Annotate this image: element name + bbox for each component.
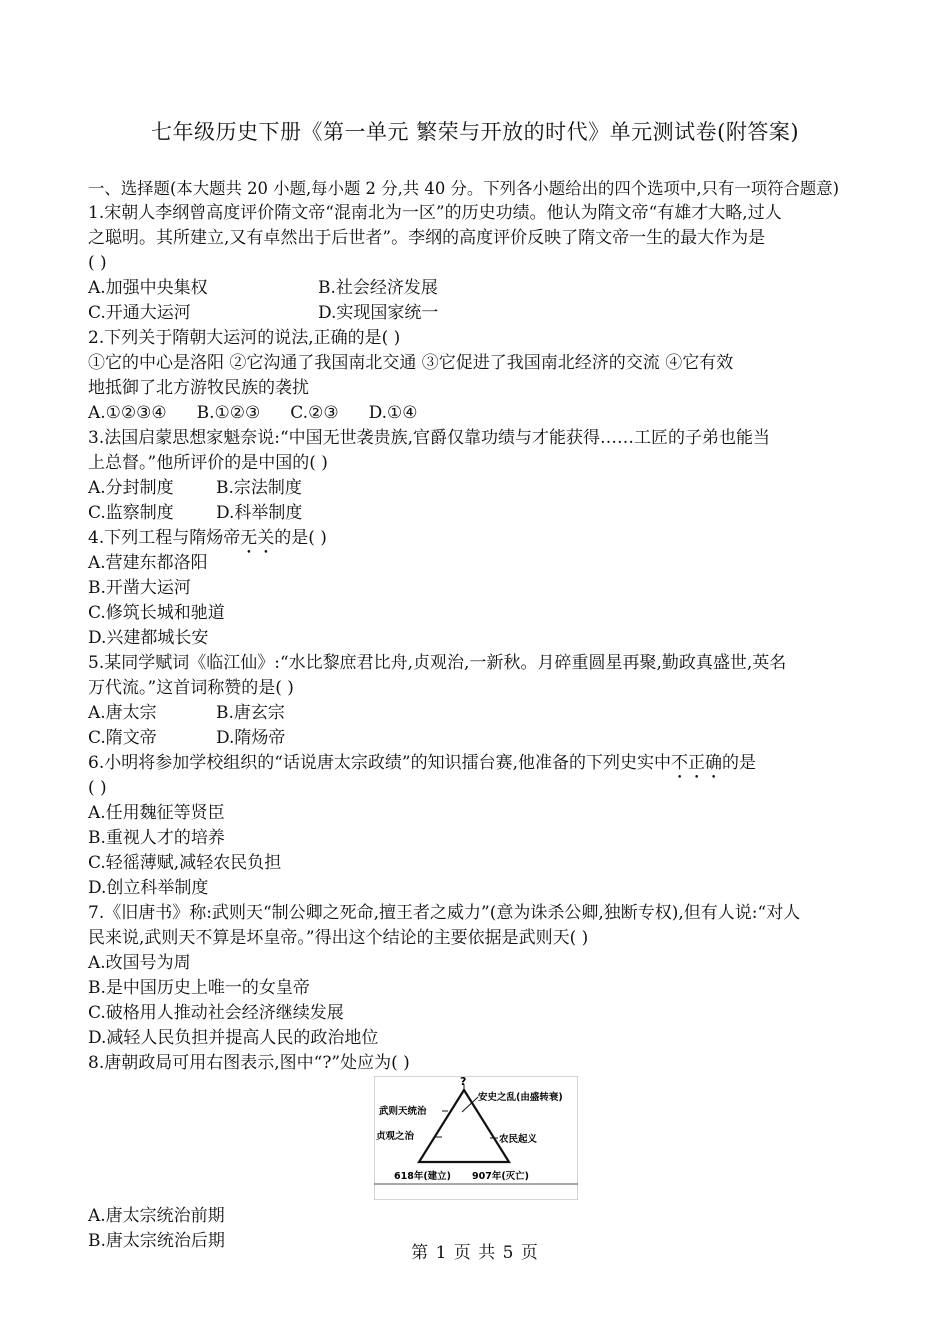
option-c: C.破格用人推动社会经济继续发展	[88, 1003, 344, 1023]
question-1	[88, 201, 868, 326]
question-stem: 上总督。”他所评价的是中国的( )	[88, 453, 328, 473]
option-a: A.改国号为周	[88, 953, 191, 973]
label-618-founded: 618年(建立)	[394, 1171, 452, 1182]
option-a: A.唐太宗统治前期	[88, 1206, 225, 1226]
option-b: B.宗法制度	[216, 478, 302, 498]
question-stem: 民来说,武则天不算是坏皇帝。”得出这个结论的主要依据是武则天( )	[88, 928, 589, 948]
option-b: B.社会经济发展	[318, 278, 438, 298]
emphasis-text: 无关	[240, 528, 275, 548]
option-a: A.分封制度	[88, 478, 174, 498]
question-stem: 万代流。”这首词称赞的是( )	[88, 678, 294, 698]
tang-politics-diagram	[88, 1076, 868, 1204]
option-row	[88, 476, 868, 501]
question-stem: 之聪明。其所建立,又有卓然出于后世者”。李纲的高度评价反映了隋文帝一生的最大作为是	[88, 228, 766, 248]
option-b: B.唐玄宗	[216, 703, 285, 723]
option-row	[88, 276, 868, 301]
option-d: D.兴建都城长安	[88, 628, 209, 648]
label-zhenguan-rule: 贞观之治	[376, 1131, 415, 1142]
document-title: 七年级历史下册《第一单元 繁荣与开放的时代》单元测试卷(附答案)	[150, 120, 800, 144]
statement-list: ①它的中心是洛阳 ②它沟通了我国南北交通 ③它促进了我国南北经济的交流 ④它有效	[88, 353, 734, 373]
option-c: C.轻徭薄赋,减轻农民负担	[88, 853, 282, 873]
question-6	[88, 751, 868, 901]
question-3	[88, 426, 868, 526]
section-heading: 一、选择题(本大题共 20 小题,每小题 2 分,共 40 分。下列各小题给出的四个选项中,只有一项符合题意)	[88, 179, 840, 198]
option-row	[88, 701, 868, 726]
option-a: A.加强中央集权	[88, 278, 208, 298]
question-stem: 7.《旧唐书》称:武则天“制公卿之死命,擅王者之威力”(意为诛杀公卿,独断专权),但有人说:“对人	[88, 903, 801, 923]
statement-list: 地抵御了北方游牧民族的袭扰	[88, 378, 309, 398]
label-an-shi-rebellion: 安史之乱(由盛转衰)	[478, 1092, 563, 1103]
option-a: A.营建东都洛阳	[88, 553, 208, 573]
option-d: D.减轻人民负担并提高人民的政治地位	[88, 1028, 379, 1048]
option-d: D.科举制度	[216, 503, 303, 523]
option-row	[88, 726, 868, 751]
option-b: B.开凿大运河	[88, 578, 191, 598]
stem-text: 4.下列工程与隋炀帝	[88, 528, 241, 548]
question-stem	[88, 526, 868, 551]
option-d: D.实现国家统一	[318, 303, 439, 323]
option-c: C.修筑长城和驰道	[88, 603, 225, 623]
option-d: D.①④	[368, 403, 418, 423]
option-b: B.是中国历史上唯一的女皇帝	[88, 978, 310, 998]
question-stem: 3.法国启蒙思想家魁奈说:“中国无世袭贵族,官爵仅靠功绩与才能获得……工匠的子弟也能当	[88, 428, 771, 448]
option-c: C.监察制度	[88, 503, 174, 523]
question-stem: 5.某同学赋词《临江仙》:“水比黎庶君比舟,贞观治,一新秋。月碎重圆星再聚,勤政真盛世,英名	[88, 653, 787, 673]
label-907-fall: 907年(灭亡)	[472, 1171, 530, 1182]
answer-blank: ( )	[88, 778, 107, 798]
option-c: C.隋文帝	[88, 728, 157, 748]
page-footer: 第 1 页 共 5 页	[411, 1243, 539, 1263]
label-peasant-uprising: 农民起义	[499, 1134, 538, 1145]
option-a: A.任用魏征等贤臣	[88, 803, 225, 823]
option-d: D.隋炀帝	[216, 728, 286, 748]
question-4	[88, 526, 868, 651]
option-a: A.唐太宗	[88, 703, 157, 723]
apex-label: ?	[460, 1076, 467, 1088]
option-c: C.开通大运河	[88, 303, 191, 323]
answer-blank: ( )	[88, 253, 107, 273]
label-wu-zetian-rule: 武则天统治	[379, 1106, 427, 1117]
option-b: B.唐太宗统治后期	[88, 1231, 225, 1251]
question-stem: 8.唐朝政局可用右图表示,图中“?”处应为( )	[88, 1053, 410, 1073]
question-2	[88, 326, 868, 426]
stem-text: 的是( )	[274, 528, 327, 548]
question-stem: 1.宋朝人李纲曾高度评价隋文帝“混南北为一区”的历史功绩。他认为隋文帝“有雄才大略,过人	[88, 203, 782, 223]
option-row	[88, 301, 868, 326]
question-list	[88, 176, 868, 1254]
stem-text: 的是	[722, 753, 757, 773]
option-row	[88, 401, 868, 426]
option-b: B.重视人才的培养	[88, 828, 225, 848]
question-stem: 2.下列关于隋朝大运河的说法,正确的是( )	[88, 328, 401, 348]
option-c: C.②③	[290, 403, 339, 423]
stem-text: 6.小明将参加学校组织的“话说唐太宗政绩”的知识擂台赛,他准备的下列史实中	[88, 753, 672, 773]
option-a: A.①②③④	[88, 403, 167, 423]
triangle-diagram	[374, 1076, 578, 1200]
option-b: B.①②③	[196, 403, 261, 423]
emphasis-text: 不正确	[671, 753, 723, 773]
option-row	[88, 501, 868, 526]
question-5	[88, 651, 868, 751]
question-stem	[88, 751, 868, 776]
question-7	[88, 901, 868, 1051]
option-d: D.创立科举制度	[88, 878, 209, 898]
question-8	[88, 1051, 868, 1254]
